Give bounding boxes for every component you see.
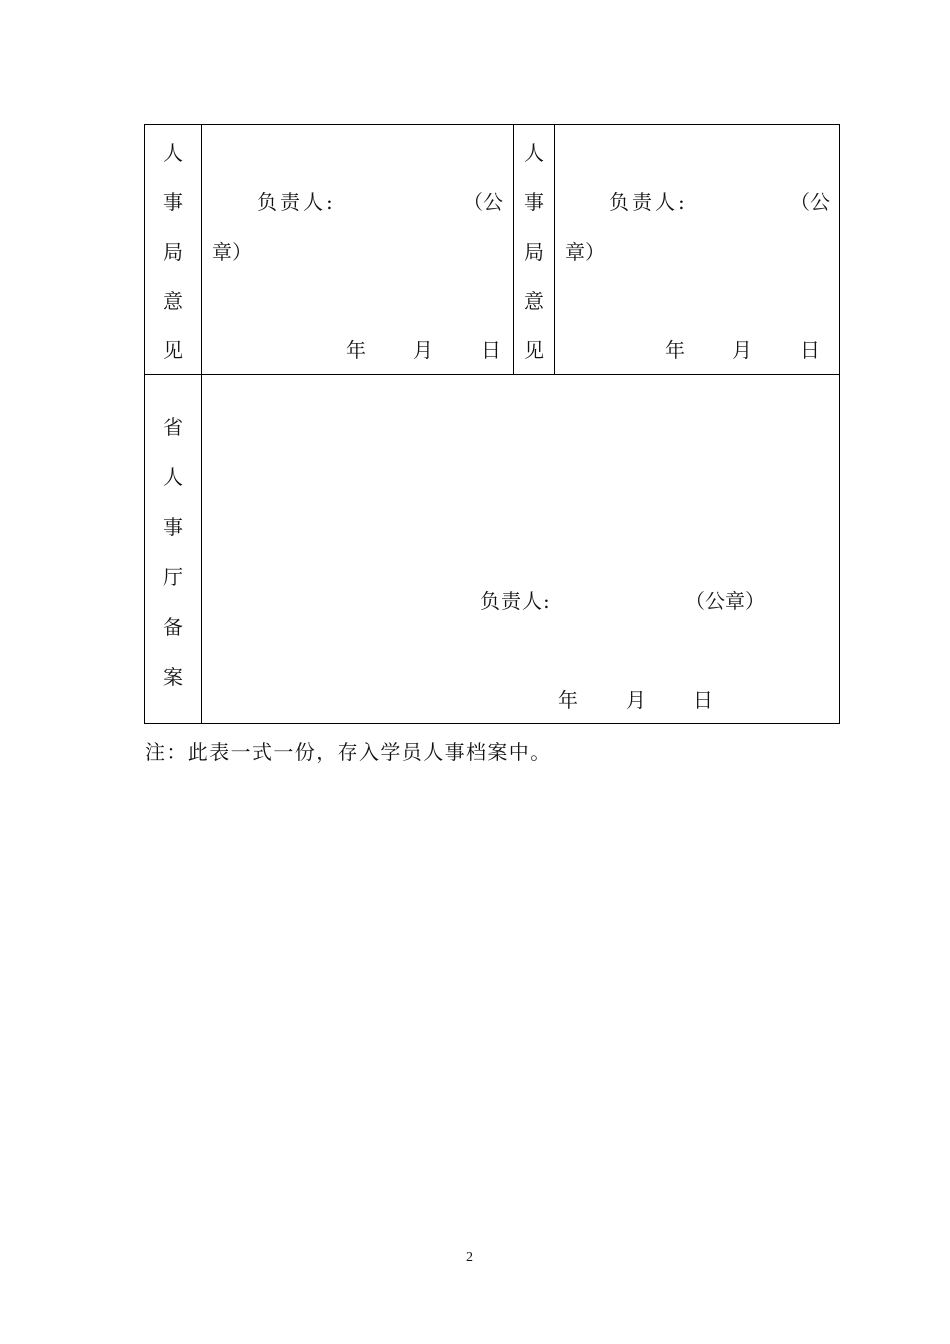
label-char: 省 <box>163 415 183 439</box>
table-border-right <box>839 124 840 724</box>
date-day: 日 <box>800 338 820 362</box>
date-year: 年 <box>665 338 685 362</box>
label-column-divider <box>201 124 202 724</box>
label-char: 局 <box>163 240 183 264</box>
table-border-bottom <box>144 723 840 724</box>
label-char: 见 <box>163 338 183 362</box>
official-seal-label-end: 章） <box>565 240 605 264</box>
responsible-person-label: 负责人: <box>609 190 688 214</box>
date-day: 日 <box>481 338 501 362</box>
row1-center-divider-left <box>513 124 514 375</box>
table-border-middle <box>144 374 840 375</box>
date-month: 月 <box>732 338 752 362</box>
label-char: 厅 <box>163 565 183 589</box>
label-char: 见 <box>524 338 544 362</box>
label-char: 备 <box>163 615 183 639</box>
label-char: 意 <box>163 289 183 313</box>
date-year: 年 <box>346 338 366 362</box>
label-char: 人 <box>163 465 183 489</box>
official-seal-label-end: 章） <box>212 240 252 264</box>
official-seal-label-start: （公 <box>463 190 503 214</box>
label-char: 人 <box>163 141 183 165</box>
official-seal-label: （公章） <box>685 589 765 613</box>
label-char: 局 <box>524 240 544 264</box>
label-char: 事 <box>163 190 183 214</box>
label-char: 意 <box>524 289 544 313</box>
table-border-top <box>144 124 840 125</box>
official-seal-label-start: （公 <box>790 190 830 214</box>
date-month: 月 <box>626 688 646 712</box>
responsible-person-label: 负责人: <box>480 589 551 613</box>
date-year: 年 <box>558 688 578 712</box>
label-char: 人 <box>524 141 544 165</box>
label-char: 事 <box>524 190 544 214</box>
date-day: 日 <box>693 688 713 712</box>
page-number: 2 <box>466 1250 473 1265</box>
date-month: 月 <box>413 338 433 362</box>
label-char: 案 <box>163 665 183 689</box>
row1-center-divider-right <box>554 124 555 375</box>
responsible-person-label: 负责人: <box>257 190 336 214</box>
footnote: 注：此表一式一份，存入学员人事档案中。 <box>145 740 552 764</box>
table-border-left <box>144 124 145 724</box>
label-char: 事 <box>163 515 183 539</box>
